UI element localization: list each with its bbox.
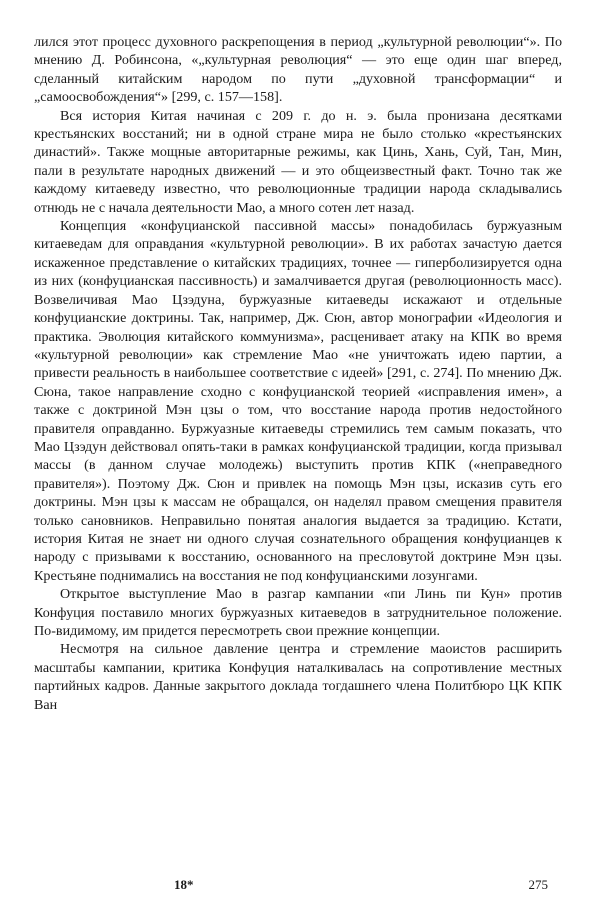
page-footer bbox=[34, 877, 562, 897]
paragraph-1: лился этот процесс духовного раскрепощения в период „культурной революции“». По мнению Д. Робинсона, «„культурная революция“ — это еще один шаг вперед, сделанный китайским народом по пути „духовной трансформации“ и „самоосвобождения“» [299, с. 157—158]. bbox=[34, 34, 562, 106]
paragraph-4: Открытое выступление Мао в разгар кампании «пи Линь пи Кун» против Конфуция поставило многих буржуазных китаеведов в затруднительное положение. По-видимому, им придется пересмотреть свои прежние концепции. bbox=[34, 586, 562, 639]
paragraph-5: Несмотря на сильное давление центра и стремление маоистов расширить масштабы кампании, критика Конфуция наталкивалась на сопротивление местных партийных кадров. Данные закрытого доклада тогдашнего члена Политбюро ЦК КПК Ван bbox=[34, 641, 562, 713]
paragraph-2: Вся история Китая начиная с 209 г. до н. э. была пронизана десятками крестьянских восстаний; ни в одной стране мира не было столько «крестьянских династий». Также мощные авторитарные режимы, как Цинь, Хань, Суй, Тан, Мин, пали в результате народных движений — и это общеизвестный факт. Точно так же каждому китаеведу известно, что революционные традиции народа складывались отнюдь не с начала деятельности Мао, а много сотен лет назад. bbox=[34, 107, 562, 216]
page-body bbox=[34, 33, 562, 714]
page-number: 275 bbox=[528, 877, 548, 892]
printer-signature: 18* bbox=[174, 877, 194, 892]
paragraph-3: Концепция «конфуцианской пассивной массы» понадобилась буржуазным китаеведам для оправдания «культурной революции». В их работах зачастую дается искаженное представление о китайских традициях, точнее — гиперболизируется одна из них (конфуцианская пассивность) и замалчивается другая (революционность масс). Возвеличивая Мао Цзэдуна, буржуазные китаеведы искажают и отдельные конфуцианские доктрины. Так, например, Дж. Сюн, автор монографии «Идеология и практика. Эволюция китайского коммунизма», расценивает атаку на КПК во время «культурной революции» как стремление Мао «не уничтожать идею партии, а привести реальность в наибольшее соответствие с идеей» [291, с. 274]. По мнению Дж. Сюна, такое направление сходно с конфуцианской теорией «исправления имен», а также с доктриной Мэн цзы о том, что восстание народа против недостойного правителя оправданно. Буржуазные китаеведы стремились тем самым показать, что Мао Цзэдун действовал опять-таки в рамках конфуцианской традиции, когда призывал массы (в данном случае молодежь) выступить против КПК («неправедного правителя»). Поэтому Дж. Сюн и привлек на помощь Мэн цзы, исказив суть его доктрины. Мэн цзы к массам не обращался, он наделял правом смещения правителя только сановников. Неправильно понятая аналогия выдается за традицию. Кстати, история Китая не знает ни одного случая сознательного обращения конфуцианцев к народу с призывами к восстанию, основанного на пресловутой доктрине Мэн цзы. Крестьяне поднимались на восстания не под конфуцианскими лозунгами. bbox=[34, 218, 562, 584]
